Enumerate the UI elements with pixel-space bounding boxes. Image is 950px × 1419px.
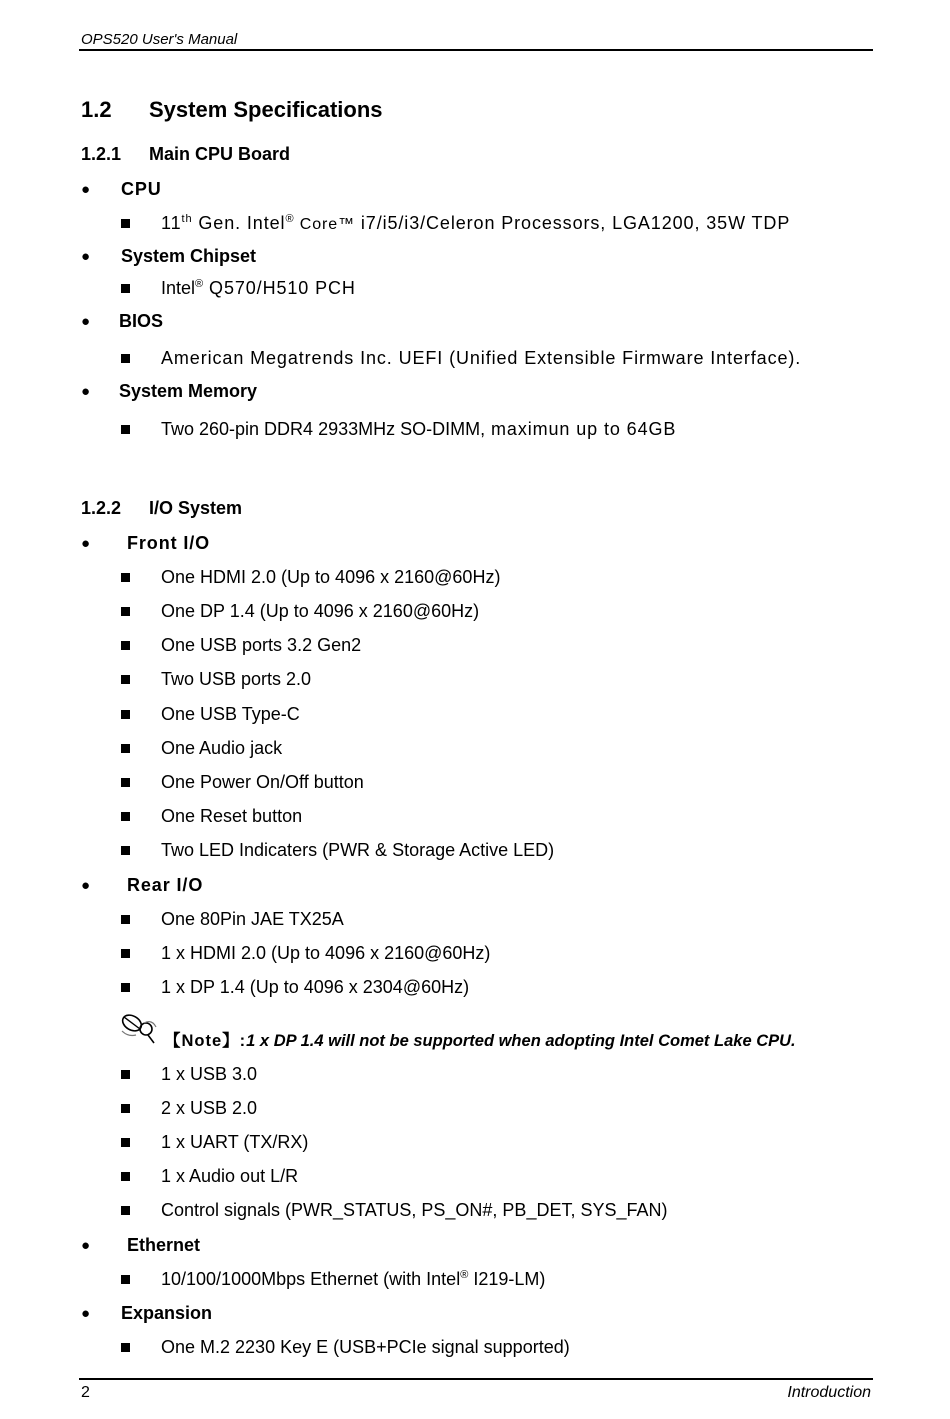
square-bullet-icon	[121, 949, 130, 958]
note-text	[164, 1027, 796, 1051]
square-bullet-icon	[121, 1343, 130, 1352]
bullet-dot: ●	[81, 535, 91, 552]
list-item-text: One USB ports 3.2 Gen2	[161, 635, 362, 655]
footer-divider	[79, 1378, 873, 1380]
category-label: System Chipset	[121, 246, 257, 266]
list-item-text: Two 260-pin DDR4 2933MHz SO-DIMM, maximun up to 64GB	[161, 419, 677, 439]
section-heading	[81, 97, 383, 123]
square-bullet-icon	[121, 641, 130, 650]
square-bullet-icon	[121, 983, 130, 992]
list-item-text: Two LED Indicaters (PWR & Storage Active LED)	[161, 840, 555, 860]
square-bullet-icon	[121, 1070, 130, 1079]
list-item-text: American Megatrends Inc. UEFI (Unified Extensible Firmware Interface).	[161, 348, 802, 368]
list-item-text: 1 x Audio out L/R	[161, 1166, 299, 1186]
list-item-text: One Power On/Off button	[161, 772, 364, 792]
square-bullet-icon	[121, 915, 130, 924]
bullet-dot: ●	[81, 248, 91, 265]
list-item-text: 10/100/1000Mbps Ethernet (with Intel® I219-LM)	[161, 1269, 546, 1289]
subsection-title: I/O System	[149, 498, 243, 518]
list-item-text: 1 x USB 3.0	[161, 1064, 258, 1084]
square-bullet-icon	[121, 607, 130, 616]
bullet-dot: ●	[81, 383, 91, 400]
header-divider	[79, 49, 873, 51]
bullet-dot: ●	[81, 181, 91, 198]
square-bullet-icon	[121, 778, 130, 787]
square-bullet-icon	[121, 710, 130, 719]
category-label: BIOS	[119, 311, 164, 331]
square-bullet-icon	[121, 846, 130, 855]
manual-title: OPS520 User's Manual	[81, 31, 238, 48]
note-label: 【Note】:	[164, 1032, 247, 1050]
square-bullet-icon	[121, 1138, 130, 1147]
square-bullet-icon	[121, 219, 130, 228]
footer-section-name: Introduction	[787, 1384, 871, 1401]
square-bullet-icon	[121, 1275, 130, 1284]
list-item-text: One USB Type-C	[161, 704, 300, 724]
square-bullet-icon	[121, 744, 130, 753]
square-bullet-icon	[121, 573, 130, 582]
list-item-text: One Reset button	[161, 806, 303, 826]
list-item-text: One Audio jack	[161, 738, 283, 758]
square-bullet-icon	[121, 1104, 130, 1113]
list-item-text: One HDMI 2.0 (Up to 4096 x 2160@60Hz)	[161, 567, 501, 587]
list-item-text: Control signals (PWR_STATUS, PS_ON#, PB_DET, SYS_FAN)	[161, 1200, 668, 1220]
subsection-title: Main CPU Board	[149, 144, 291, 164]
square-bullet-icon	[121, 1206, 130, 1215]
category-label: CPU	[121, 179, 162, 199]
list-item-text: One DP 1.4 (Up to 4096 x 2160@60Hz)	[161, 601, 480, 621]
subsection-heading-io-system	[81, 498, 242, 519]
section-title: System Specifications	[149, 97, 383, 122]
page-number: 2	[81, 1384, 90, 1401]
square-bullet-icon	[121, 284, 130, 293]
list-item-text: One 80Pin JAE TX25A	[161, 909, 344, 929]
list-item-text: 1 x DP 1.4 (Up to 4096 x 2304@60Hz)	[161, 977, 470, 997]
category-label: Rear I/O	[127, 875, 204, 895]
square-bullet-icon	[121, 812, 130, 821]
list-item-text: 1 x HDMI 2.0 (Up to 4096 x 2160@60Hz)	[161, 943, 491, 963]
note-pin-icon	[118, 1011, 160, 1045]
list-item-text: 1 x UART (TX/RX)	[161, 1132, 309, 1152]
list-item-text: Intel® Q570/H510 PCH	[161, 278, 356, 298]
category-label: Front I/O	[127, 533, 211, 553]
bullet-dot: ●	[81, 877, 91, 894]
category-label: System Memory	[119, 381, 258, 401]
subsection-number: 1.2.2	[81, 498, 122, 518]
list-item-text: 2 x USB 2.0	[161, 1098, 258, 1118]
list-item-text: One M.2 2230 Key E (USB+PCIe signal supported)	[161, 1337, 570, 1357]
section-number: 1.2	[81, 97, 112, 122]
note-body: 1 x DP 1.4 will not be supported when adopting Intel Comet Lake CPU.	[246, 1032, 796, 1050]
square-bullet-icon	[121, 675, 130, 684]
category-label: Ethernet	[127, 1235, 201, 1255]
square-bullet-icon	[121, 354, 130, 363]
bullet-dot: ●	[81, 313, 91, 330]
list-item-text: 11th Gen. Intel® Core™ i7/i5/i3/Celeron Processors, LGA1200, 35W TDP	[161, 213, 791, 233]
category-label: Expansion	[121, 1303, 213, 1323]
square-bullet-icon	[121, 1172, 130, 1181]
list-item-text: Two USB ports 2.0	[161, 669, 312, 689]
bullet-dot: ●	[81, 1237, 91, 1254]
square-bullet-icon	[121, 425, 130, 434]
subsection-heading-main-cpu-board	[81, 144, 290, 165]
bullet-dot: ●	[81, 1305, 91, 1322]
subsection-number: 1.2.1	[81, 144, 122, 164]
